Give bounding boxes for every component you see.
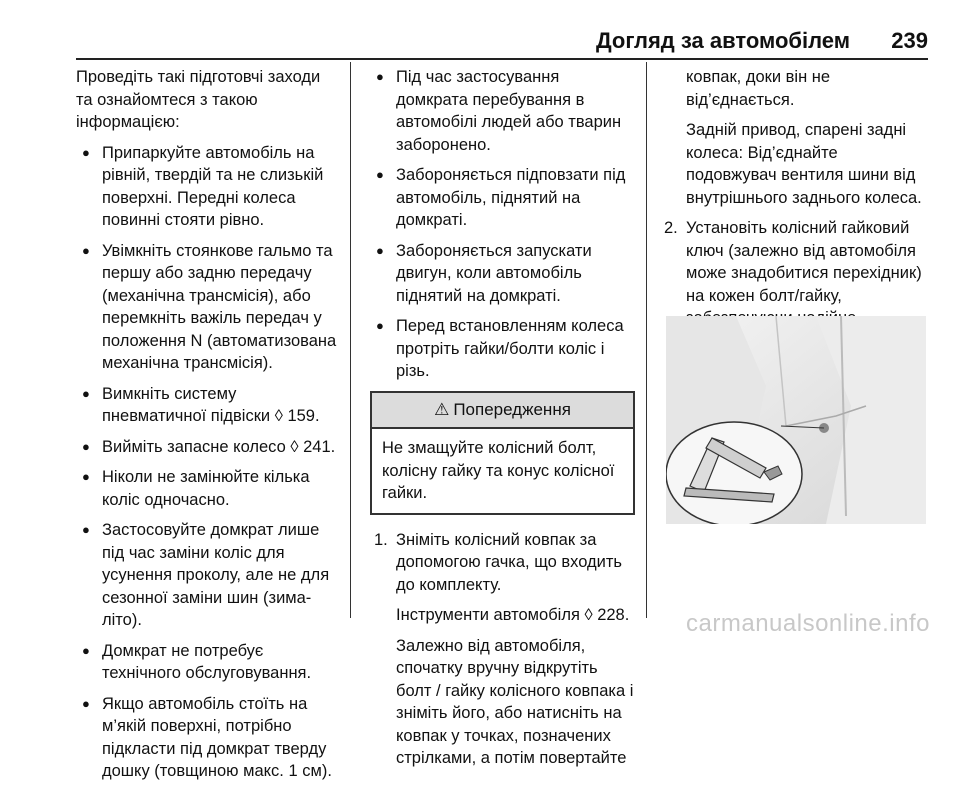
page-title: Догляд за автомобілем [595, 28, 850, 53]
list-item: ● Увімкніть стоянкове гальмо та першу або задню передачу (механічна трансмісія), або перемкніть важіль передач у положення N (автоматизована механічна трансмісія). [76, 240, 338, 375]
list-item: ● Домкрат не потребує технічного обслуговування. [76, 640, 338, 685]
step-note: ковпак, доки він не від’єднається. [686, 68, 831, 109]
list-item: ● Забороняється запускати двигун, коли автомобіль піднятий на домкраті. [370, 240, 635, 308]
column-divider [646, 62, 647, 618]
list-item: ● Якщо автомобіль стоїть на м’якій поверхні, потрібно підкласти під домкрат тверду дошку (товщиною макс. 1 см). [76, 693, 338, 783]
list-item: ● Перед встановленням колеса протріть гайки/болти коліс і різь. [370, 315, 635, 383]
warning-box [370, 391, 635, 515]
step-note: Інструменти автомобіля ◊ 228. [396, 606, 630, 624]
column-left [76, 66, 338, 791]
page-header [76, 22, 928, 60]
step-text: Установіть колісний гайковий ключ (залежно від автомобіля може знадобитися перехідник) на кожен болт/гайку, [686, 219, 922, 305]
step-number: 1. [374, 530, 388, 549]
list-item: ● Ніколи не замінюйте кілька коліс одночасно. [76, 466, 338, 511]
warning-header [372, 393, 633, 430]
list-item: ● Забороняється підповзати під автомобіль, піднятий на домкраті. [370, 164, 635, 232]
list-item: ● Вимкніть систему пневматичної підвіски ◊ 159. [76, 383, 338, 428]
list-item: ● Під час застосування домкрата перебування в автомобілі людей або тварин заборонено. [370, 66, 635, 156]
intro-text: Проведіть такі підготовчі заходи та ознайомтеся з такою інформацією: [76, 68, 321, 131]
step-note: Залежно від автомобіля, спочатку вручну відкрутіть болт / гайку колісного ковпака і зніміть його, або натисніть на ковпак у точках, позначених стрілками, а потім повертайте [396, 636, 634, 767]
column-divider [350, 62, 351, 618]
step-number: 2. [664, 219, 678, 237]
warning-text: Не змащуйте колісний болт, колісну гайку та конус колісної гайки. [382, 439, 615, 502]
column-middle [370, 66, 635, 778]
step-text: Зніміть колісний ковпак за допомогою гачка, що входить до комплекту. [396, 530, 623, 594]
list-item: ● Припаркуйте автомобіль на рівній, твердій та не слизькій поверхні. Передні колеса повинні стояти рівно. [76, 142, 338, 232]
warning-triangle-icon: ⚠ [434, 399, 450, 419]
warning-title: Попередження [453, 399, 571, 419]
page-number: 239 [891, 28, 928, 53]
step-note: Задній привод, спарені задні колеса: Від’єднайте подовжувач вентиля шини від внутрішнього заднього колеса. [686, 121, 922, 207]
list-item: ● Вийміть запасне колесо ◊ 241. [76, 436, 338, 459]
watermark: carmanualsonline.info [686, 610, 930, 637]
jack-illustration [666, 316, 926, 524]
list-item: ● Застосовуйте домкрат лише під час заміни коліс для усунення проколу, але не для сезонної заміни шин (зима-літо). [76, 519, 338, 632]
step-item [370, 529, 635, 597]
